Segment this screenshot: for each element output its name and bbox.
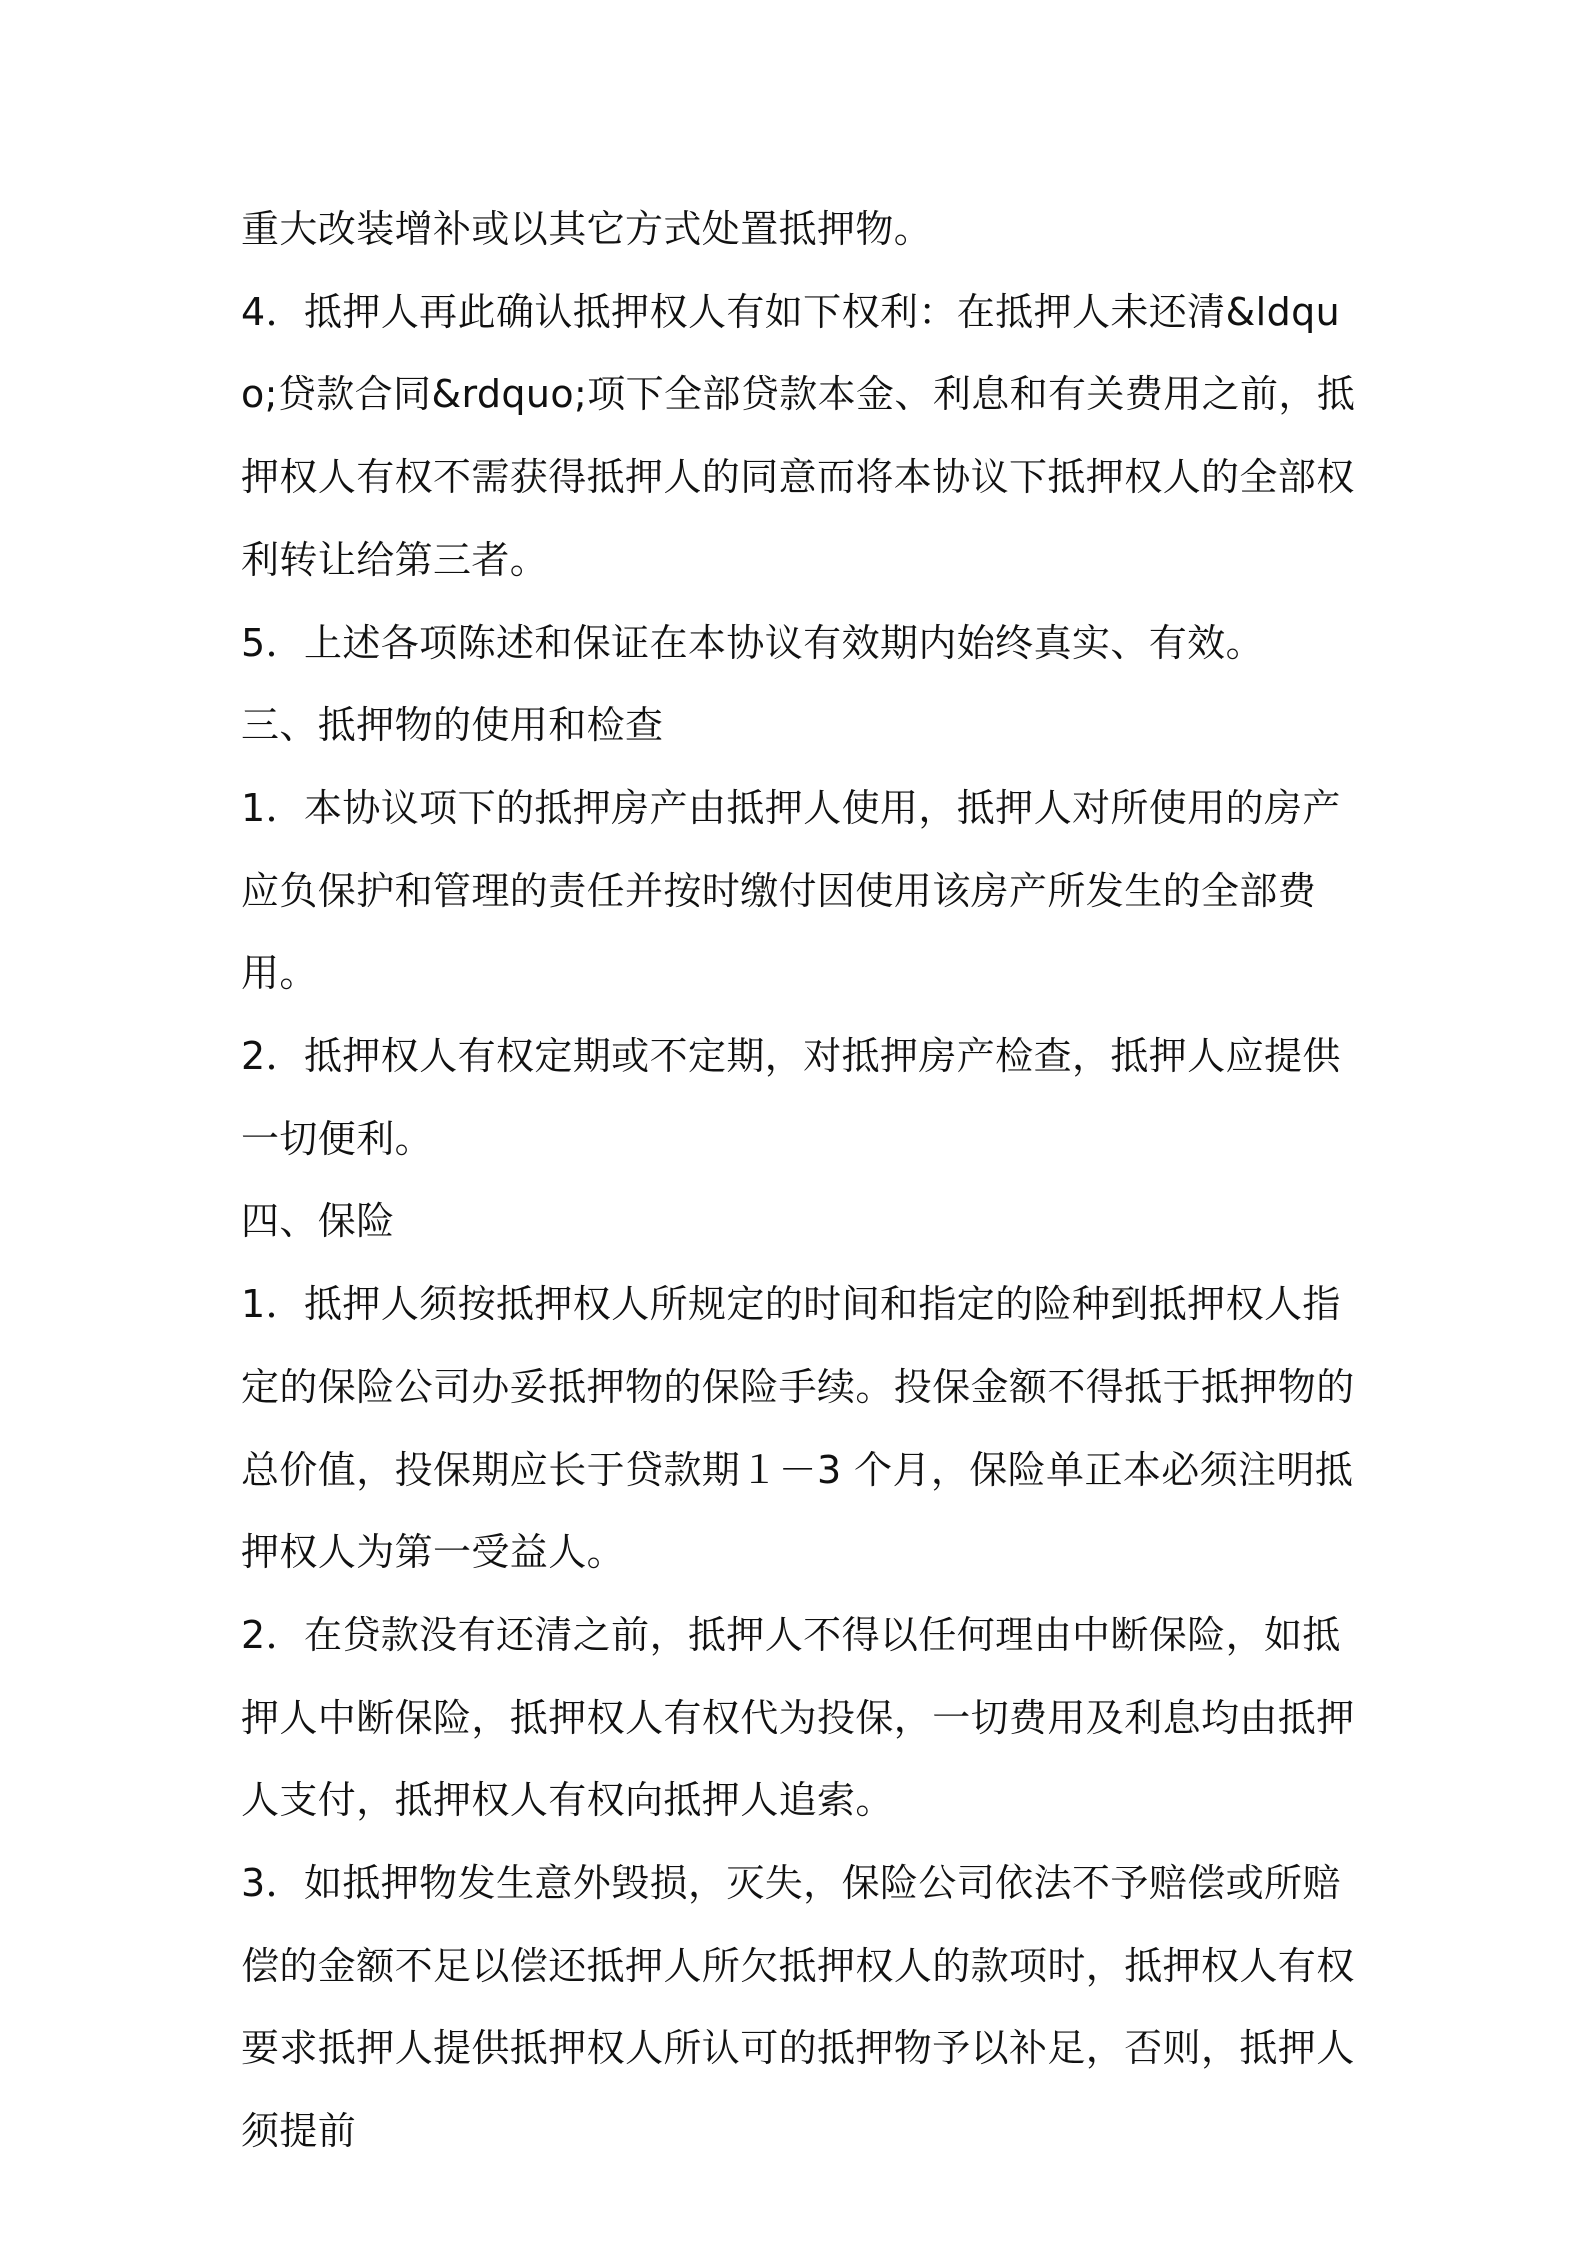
section-heading: 三、抵押物的使用和检查 [241,703,664,748]
paragraph: 4．抵押人再此确认抵押权人有如下权利：在抵押人未还清&ldquo;贷款合同&rdquo;项下全部贷款本金、利息和有关费用之前，抵押权人有权不需获得抵押人的同意而将本协议下抵押权人的全部权利转让给第三者。 [241,289,1356,582]
paragraph: 重大改装增补或以其它方式处置抵押物。 [241,207,933,251]
paragraph: 2．抵押权人有权定期或不定期，对抵押房产检查，抵押人应提供一切便利。 [241,1034,1341,1161]
paragraph: 1．抵押人须按抵押权人所规定的时间和指定的险种到抵押权人指定的保险公司办妥抵押物的保险手续。投保金额不得抵于抵押物的总价值，投保期应长于贷款期１－3 个月，保险单正本必须注明抵押权人为第一受益人。 [241,1282,1355,1575]
paragraph: 2．在贷款没有还清之前，抵押人不得以任何理由中断保险，如抵押人中断保险，抵押权人有权代为投保，一切费用及利息均由抵押人支付，抵押权人有权向抵押人追索。 [241,1612,1355,1823]
section-heading: 四、保险 [241,1199,395,1244]
paragraph: 3．如抵押物发生意外毁损，灭失，保险公司依法不予赔偿或所赔偿的金额不足以偿还抵押人所欠抵押权人的款项时，抵押权人有权要求抵押人提供抵押权人所认可的抵押物予以补足，否则，抵押人须提前 [241,1861,1355,2154]
paragraph: 5．上述各项陈述和保证在本协议有效期内始终真实、有效。 [241,620,1264,665]
paragraph: 1．本协议项下的抵押房产由抵押人使用，抵押人对所使用的房产应负保护和管理的责任并按时缴付因使用该房产所发生的全部费用。 [241,785,1341,996]
document-body [241,188,1371,2173]
